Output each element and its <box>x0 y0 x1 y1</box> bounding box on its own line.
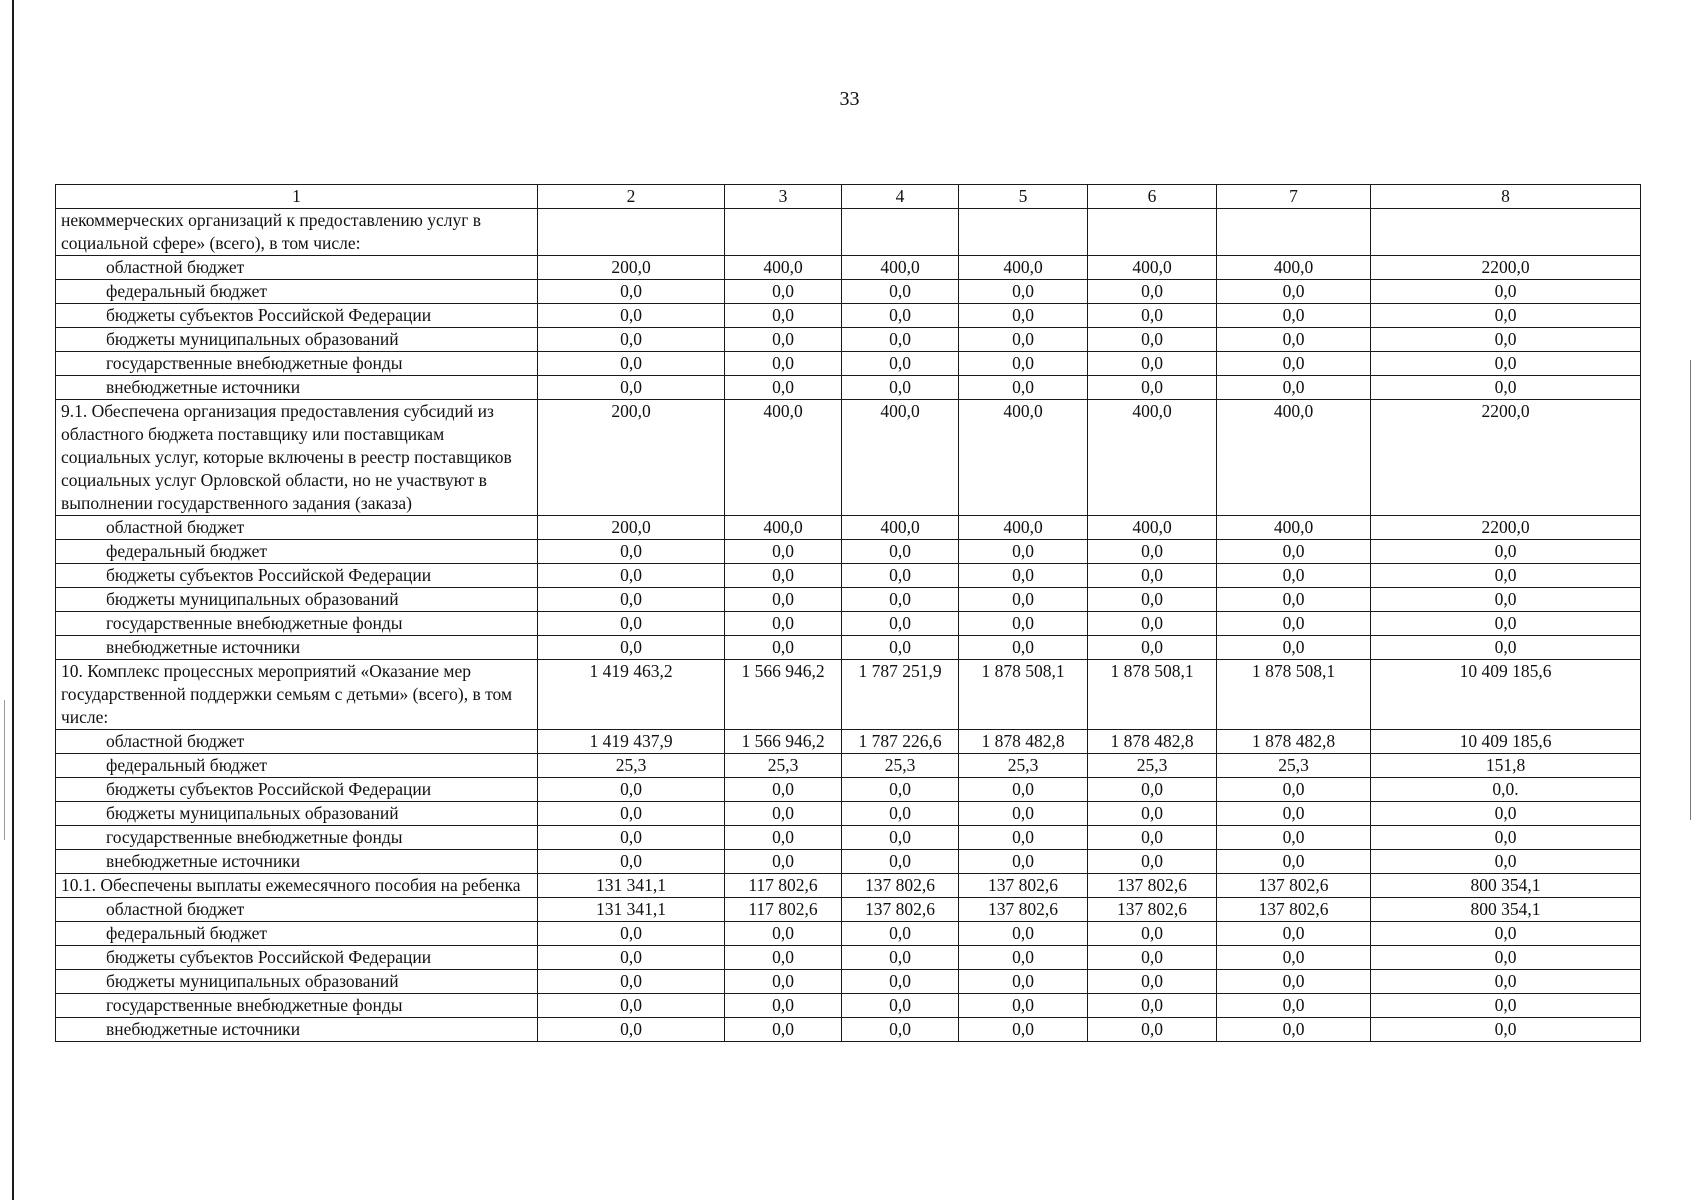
value-cell: 0,0 <box>842 778 959 802</box>
value-cell: 0,0 <box>538 1018 725 1042</box>
value-cell: 0,0 <box>842 802 959 826</box>
value-cell: 400,0 <box>725 516 842 540</box>
total-cell: 0,0 <box>1371 850 1641 874</box>
value-cell: 0,0 <box>1088 376 1217 400</box>
value-cell: 0,0 <box>725 280 842 304</box>
value-cell: 0,0 <box>725 850 842 874</box>
value-cell: 0,0 <box>725 376 842 400</box>
total-cell: 0,0 <box>1371 280 1641 304</box>
table-row <box>56 304 1641 328</box>
table-row <box>56 970 1641 994</box>
table-row <box>56 994 1641 1018</box>
total-cell: 0,0 <box>1371 612 1641 636</box>
value-cell: 0,0 <box>842 970 959 994</box>
value-cell: 0,0 <box>959 304 1088 328</box>
table-row <box>56 400 1641 516</box>
value-cell: 25,3 <box>1217 754 1371 778</box>
scan-border-line <box>12 0 14 1200</box>
value-cell: 0,0 <box>1088 280 1217 304</box>
value-cell: 0,0 <box>842 636 959 660</box>
value-cell: 0,0 <box>1088 612 1217 636</box>
column-header: 1 <box>56 185 538 209</box>
row-label: федеральный бюджет <box>56 754 538 778</box>
value-cell: 117 802,6 <box>725 874 842 898</box>
value-cell: 0,0 <box>1217 588 1371 612</box>
column-header: 4 <box>842 185 959 209</box>
value-cell: 25,3 <box>959 754 1088 778</box>
table-row <box>56 564 1641 588</box>
value-cell: 0,0 <box>1217 540 1371 564</box>
value-cell: 0,0 <box>725 922 842 946</box>
value-cell: 0,0 <box>1088 946 1217 970</box>
value-cell: 1 787 226,6 <box>842 730 959 754</box>
value-cell: 0,0 <box>1217 826 1371 850</box>
row-label: внебюджетные источники <box>56 376 538 400</box>
value-cell: 0,0 <box>1217 280 1371 304</box>
value-cell: 137 802,6 <box>1088 874 1217 898</box>
value-cell: 0,0 <box>1217 946 1371 970</box>
value-cell: 0,0 <box>1217 1018 1371 1042</box>
table-row <box>56 588 1641 612</box>
value-cell: 1 878 508,1 <box>1088 660 1217 730</box>
value-cell: 0,0 <box>959 352 1088 376</box>
value-cell: 1 878 482,8 <box>1217 730 1371 754</box>
value-cell: 0,0 <box>725 970 842 994</box>
value-cell: 0,0 <box>725 778 842 802</box>
total-cell: 0,0 <box>1371 826 1641 850</box>
value-cell: 0,0 <box>842 352 959 376</box>
value-cell: 137 802,6 <box>1217 874 1371 898</box>
value-cell: 0,0 <box>538 588 725 612</box>
value-cell: 400,0 <box>1088 400 1217 516</box>
total-cell: 0,0 <box>1371 540 1641 564</box>
table-row <box>56 826 1641 850</box>
total-cell: 2200,0 <box>1371 400 1641 516</box>
value-cell: 0,0 <box>538 540 725 564</box>
value-cell: 0,0 <box>725 802 842 826</box>
row-label: государственные внебюджетные фонды <box>56 994 538 1018</box>
value-cell: 0,0 <box>959 280 1088 304</box>
table-row <box>56 352 1641 376</box>
value-cell: 400,0 <box>1088 516 1217 540</box>
column-header: 7 <box>1217 185 1371 209</box>
table-row <box>56 660 1641 730</box>
value-cell: 137 802,6 <box>959 898 1088 922</box>
row-label: бюджеты муниципальных образований <box>56 328 538 352</box>
table-body <box>56 209 1641 1042</box>
value-cell: 0,0 <box>725 994 842 1018</box>
value-cell: 0,0 <box>842 540 959 564</box>
column-header: 6 <box>1088 185 1217 209</box>
value-cell: 25,3 <box>725 754 842 778</box>
total-cell: 0,0 <box>1371 376 1641 400</box>
value-cell: 1 566 946,2 <box>725 660 842 730</box>
value-cell: 131 341,1 <box>538 874 725 898</box>
row-label: областной бюджет <box>56 516 538 540</box>
total-cell: 0,0 <box>1371 588 1641 612</box>
value-cell: 0,0 <box>725 1018 842 1042</box>
value-cell: 0,0 <box>842 304 959 328</box>
value-cell: 137 802,6 <box>842 874 959 898</box>
row-label: областной бюджет <box>56 730 538 754</box>
value-cell: 0,0 <box>1088 994 1217 1018</box>
value-cell: 0,0 <box>1217 636 1371 660</box>
total-cell: 0,0 <box>1371 970 1641 994</box>
row-label: внебюджетные источники <box>56 850 538 874</box>
budget-table <box>55 184 1641 1042</box>
value-cell: 0,0 <box>1217 994 1371 1018</box>
value-cell: 0,0 <box>1217 376 1371 400</box>
value-cell: 0,0 <box>1088 352 1217 376</box>
table-row <box>56 376 1641 400</box>
value-cell: 0,0 <box>725 588 842 612</box>
value-cell: 0,0 <box>1088 564 1217 588</box>
value-cell: 0,0 <box>538 802 725 826</box>
table-row <box>56 802 1641 826</box>
total-cell: 2200,0 <box>1371 256 1641 280</box>
table-row <box>56 209 1641 256</box>
scan-artifact-line <box>4 700 5 840</box>
value-cell: 400,0 <box>959 256 1088 280</box>
value-cell: 0,0 <box>538 826 725 850</box>
value-cell <box>959 209 1088 256</box>
row-label: бюджеты субъектов Российской Федерации <box>56 946 538 970</box>
value-cell: 0,0 <box>842 1018 959 1042</box>
value-cell: 137 802,6 <box>1088 898 1217 922</box>
table-row <box>56 256 1641 280</box>
value-cell: 400,0 <box>842 256 959 280</box>
value-cell: 400,0 <box>725 400 842 516</box>
value-cell <box>1088 209 1217 256</box>
value-cell: 0,0 <box>959 826 1088 850</box>
value-cell: 137 802,6 <box>1217 898 1371 922</box>
value-cell: 0,0 <box>842 612 959 636</box>
value-cell: 0,0 <box>842 994 959 1018</box>
value-cell: 400,0 <box>1217 400 1371 516</box>
value-cell: 0,0 <box>538 970 725 994</box>
value-cell: 1 419 437,9 <box>538 730 725 754</box>
value-cell: 0,0 <box>538 304 725 328</box>
value-cell: 0,0 <box>842 328 959 352</box>
value-cell: 400,0 <box>1088 256 1217 280</box>
value-cell: 0,0 <box>1217 778 1371 802</box>
value-cell: 0,0 <box>1088 826 1217 850</box>
row-label: некоммерческих организаций к предоставлению услуг в социальной сфере» (всего), в том числе: <box>56 209 538 256</box>
row-label: федеральный бюджет <box>56 922 538 946</box>
row-label: областной бюджет <box>56 256 538 280</box>
total-cell: 0,0 <box>1371 1018 1641 1042</box>
row-label: бюджеты субъектов Российской Федерации <box>56 564 538 588</box>
value-cell: 0,0 <box>959 994 1088 1018</box>
row-label: бюджеты субъектов Российской Федерации <box>56 304 538 328</box>
table-row <box>56 898 1641 922</box>
total-cell: 0,0 <box>1371 802 1641 826</box>
table-row <box>56 612 1641 636</box>
row-label: государственные внебюджетные фонды <box>56 826 538 850</box>
value-cell: 0,0 <box>959 802 1088 826</box>
value-cell: 0,0 <box>959 922 1088 946</box>
value-cell: 0,0 <box>959 778 1088 802</box>
total-cell: 0,0 <box>1371 304 1641 328</box>
table-row <box>56 874 1641 898</box>
value-cell: 1 878 482,8 <box>959 730 1088 754</box>
value-cell: 0,0 <box>538 280 725 304</box>
value-cell: 200,0 <box>538 256 725 280</box>
total-cell: 0,0 <box>1371 636 1641 660</box>
value-cell <box>842 209 959 256</box>
total-cell: 0,0 <box>1371 352 1641 376</box>
value-cell: 0,0 <box>1217 612 1371 636</box>
value-cell: 0,0 <box>1217 328 1371 352</box>
value-cell: 0,0 <box>1088 540 1217 564</box>
value-cell: 0,0 <box>959 588 1088 612</box>
value-cell: 400,0 <box>725 256 842 280</box>
value-cell: 0,0 <box>538 636 725 660</box>
row-label: государственные внебюджетные фонды <box>56 352 538 376</box>
table-row <box>56 328 1641 352</box>
value-cell: 0,0 <box>538 778 725 802</box>
row-label: государственные внебюджетные фонды <box>56 612 538 636</box>
table-row <box>56 636 1641 660</box>
value-cell: 0,0 <box>842 826 959 850</box>
value-cell: 0,0 <box>842 946 959 970</box>
value-cell: 0,0 <box>1088 802 1217 826</box>
value-cell: 0,0 <box>538 564 725 588</box>
row-label: 9.1. Обеспечена организация предоставления субсидий из областного бюджета поставщику или поставщикам социальных услуг, которые включены в реестр поставщиков социальных услуг Орловской области, но не участвуют в выполнении государственного задания (заказа) <box>56 400 538 516</box>
total-cell: 0,0. <box>1371 778 1641 802</box>
value-cell: 0,0 <box>959 636 1088 660</box>
value-cell: 0,0 <box>959 850 1088 874</box>
value-cell: 0,0 <box>959 376 1088 400</box>
table-header-row <box>56 185 1641 209</box>
table-row <box>56 922 1641 946</box>
table-row <box>56 730 1641 754</box>
value-cell: 1 566 946,2 <box>725 730 842 754</box>
column-header: 5 <box>959 185 1088 209</box>
row-label: бюджеты муниципальных образований <box>56 588 538 612</box>
value-cell: 0,0 <box>725 612 842 636</box>
value-cell: 131 341,1 <box>538 898 725 922</box>
value-cell: 0,0 <box>959 564 1088 588</box>
value-cell: 0,0 <box>538 850 725 874</box>
value-cell <box>1217 209 1371 256</box>
total-cell: 0,0 <box>1371 564 1641 588</box>
value-cell: 0,0 <box>959 1018 1088 1042</box>
value-cell: 0,0 <box>725 352 842 376</box>
value-cell: 0,0 <box>1217 970 1371 994</box>
value-cell: 0,0 <box>1088 970 1217 994</box>
value-cell: 0,0 <box>959 328 1088 352</box>
table-row <box>56 778 1641 802</box>
value-cell <box>538 209 725 256</box>
table-row <box>56 540 1641 564</box>
value-cell: 1 787 251,9 <box>842 660 959 730</box>
value-cell: 0,0 <box>1217 802 1371 826</box>
value-cell: 0,0 <box>1217 304 1371 328</box>
table-row <box>56 1018 1641 1042</box>
value-cell: 0,0 <box>1088 304 1217 328</box>
total-cell: 800 354,1 <box>1371 874 1641 898</box>
total-cell: 151,8 <box>1371 754 1641 778</box>
value-cell: 137 802,6 <box>842 898 959 922</box>
value-cell: 0,0 <box>725 564 842 588</box>
value-cell: 25,3 <box>842 754 959 778</box>
value-cell: 0,0 <box>1088 636 1217 660</box>
value-cell: 0,0 <box>1088 1018 1217 1042</box>
value-cell: 200,0 <box>538 516 725 540</box>
total-cell: 0,0 <box>1371 328 1641 352</box>
value-cell: 400,0 <box>1217 256 1371 280</box>
value-cell: 0,0 <box>959 946 1088 970</box>
value-cell: 0,0 <box>1217 564 1371 588</box>
row-label: внебюджетные источники <box>56 636 538 660</box>
value-cell: 0,0 <box>538 328 725 352</box>
value-cell: 0,0 <box>1088 850 1217 874</box>
scan-artifact-line <box>1690 360 1691 820</box>
row-label: федеральный бюджет <box>56 280 538 304</box>
value-cell: 0,0 <box>959 540 1088 564</box>
row-label: 10.1. Обеспечены выплаты ежемесячного пособия на ребенка <box>56 874 538 898</box>
value-cell: 0,0 <box>1088 588 1217 612</box>
column-header: 3 <box>725 185 842 209</box>
value-cell: 25,3 <box>538 754 725 778</box>
value-cell: 400,0 <box>1217 516 1371 540</box>
value-cell: 1 878 508,1 <box>959 660 1088 730</box>
total-cell: 0,0 <box>1371 946 1641 970</box>
value-cell: 0,0 <box>538 612 725 636</box>
value-cell: 400,0 <box>959 400 1088 516</box>
table-row <box>56 850 1641 874</box>
value-cell: 0,0 <box>842 376 959 400</box>
value-cell: 0,0 <box>1088 328 1217 352</box>
value-cell: 0,0 <box>538 376 725 400</box>
row-label: бюджеты муниципальных образований <box>56 970 538 994</box>
value-cell <box>725 209 842 256</box>
value-cell: 0,0 <box>538 922 725 946</box>
value-cell: 0,0 <box>725 328 842 352</box>
value-cell: 0,0 <box>725 304 842 328</box>
total-cell: 2200,0 <box>1371 516 1641 540</box>
value-cell: 1 878 508,1 <box>1217 660 1371 730</box>
page-number: 33 <box>839 88 860 110</box>
value-cell: 0,0 <box>538 946 725 970</box>
value-cell: 0,0 <box>1217 352 1371 376</box>
table-row <box>56 946 1641 970</box>
value-cell: 0,0 <box>959 970 1088 994</box>
row-label: бюджеты муниципальных образований <box>56 802 538 826</box>
value-cell: 0,0 <box>725 946 842 970</box>
total-cell: 0,0 <box>1371 922 1641 946</box>
column-header: 8 <box>1371 185 1641 209</box>
value-cell: 0,0 <box>725 636 842 660</box>
row-label: внебюджетные источники <box>56 1018 538 1042</box>
value-cell: 200,0 <box>538 400 725 516</box>
value-cell: 0,0 <box>1217 850 1371 874</box>
value-cell: 25,3 <box>1088 754 1217 778</box>
total-cell: 10 409 185,6 <box>1371 660 1641 730</box>
table-row <box>56 516 1641 540</box>
table-row <box>56 280 1641 304</box>
value-cell: 1 878 482,8 <box>1088 730 1217 754</box>
value-cell: 0,0 <box>842 564 959 588</box>
value-cell: 0,0 <box>538 994 725 1018</box>
total-cell <box>1371 209 1641 256</box>
total-cell: 800 354,1 <box>1371 898 1641 922</box>
row-label: федеральный бюджет <box>56 540 538 564</box>
value-cell: 1 419 463,2 <box>538 660 725 730</box>
value-cell: 0,0 <box>842 588 959 612</box>
value-cell: 0,0 <box>1217 922 1371 946</box>
value-cell: 0,0 <box>959 612 1088 636</box>
value-cell: 0,0 <box>842 280 959 304</box>
value-cell: 0,0 <box>842 850 959 874</box>
value-cell: 117 802,6 <box>725 898 842 922</box>
column-header: 2 <box>538 185 725 209</box>
value-cell: 0,0 <box>725 540 842 564</box>
value-cell: 0,0 <box>725 826 842 850</box>
value-cell: 0,0 <box>1088 778 1217 802</box>
value-cell: 400,0 <box>959 516 1088 540</box>
value-cell: 400,0 <box>842 516 959 540</box>
value-cell: 400,0 <box>842 400 959 516</box>
value-cell: 0,0 <box>538 352 725 376</box>
value-cell: 0,0 <box>1088 922 1217 946</box>
value-cell: 0,0 <box>842 922 959 946</box>
row-label: областной бюджет <box>56 898 538 922</box>
value-cell: 137 802,6 <box>959 874 1088 898</box>
total-cell: 10 409 185,6 <box>1371 730 1641 754</box>
row-label: 10. Комплекс процессных мероприятий «Оказание мер государственной поддержки семьям с детьми» (всего), в том числе: <box>56 660 538 730</box>
table-row <box>56 754 1641 778</box>
row-label: бюджеты субъектов Российской Федерации <box>56 778 538 802</box>
total-cell: 0,0 <box>1371 994 1641 1018</box>
